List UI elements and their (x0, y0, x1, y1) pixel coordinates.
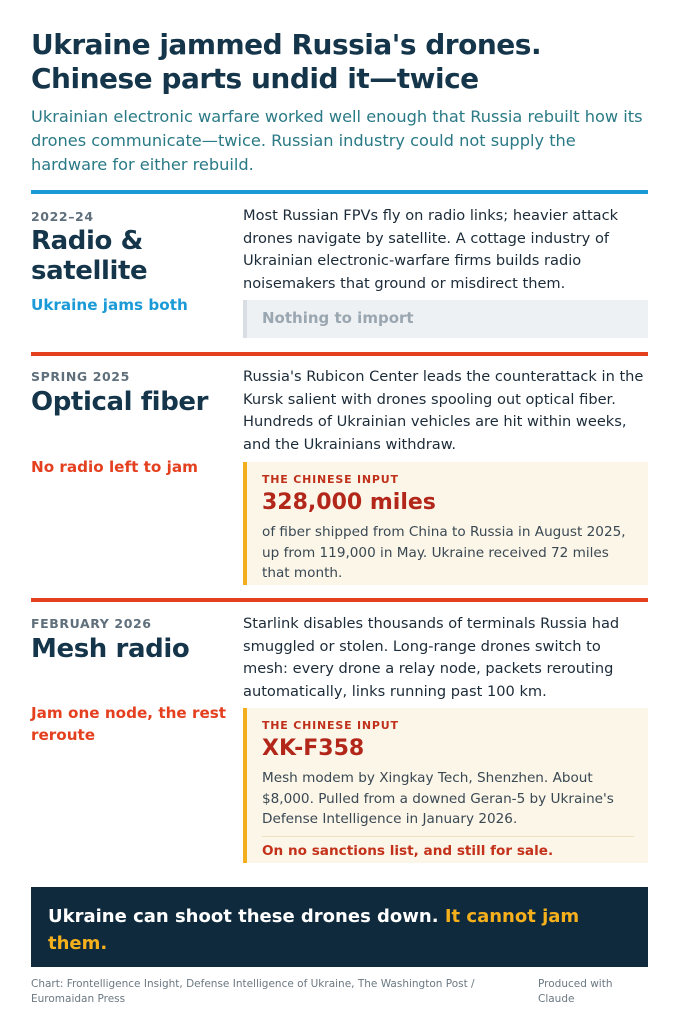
callout-figure: 328,000 miles (262, 490, 436, 515)
no-import-note: Nothing to import (243, 300, 648, 338)
section-radio-satellite (31, 190, 648, 340)
section-period: 2022–24 (31, 209, 94, 224)
section-tagline: Jam one node, the rest reroute (31, 704, 227, 744)
section-description: Most Russian FPVs fly on radio links; heavier attack drones navigate by satellite. A cottage industry of Ukrainian electronic-warfare firms builds radio noisemakers that ground or misdirect them. (243, 207, 619, 292)
source-note: Chart: Frontelligence Insight, Defense Intelligence of Ukraine, The Washington Post / Euromaidan Press (31, 978, 475, 1005)
section-divider (31, 352, 648, 356)
banner-text: Ukraine can shoot these drones down. (48, 906, 439, 927)
chinese-input-callout (243, 462, 648, 585)
section-heading: Radio & satellite (31, 226, 148, 286)
conclusion-banner (31, 887, 648, 967)
section-description: Starlink disables thousands of terminals Russia had smuggled or stolen. Long-range drones switch to mesh: every drone a relay node, packets rerouting automatically, links running past 100 km. (243, 615, 620, 700)
callout-kicker: THE CHINESE INPUT (262, 719, 399, 732)
section-heading: Optical fiber (31, 387, 209, 417)
section-optical-fiber (31, 352, 648, 592)
section-divider (31, 598, 648, 602)
section-period: FEBRUARY 2026 (31, 616, 152, 631)
callout-text: of fiber shipped from China to Russia in August 2025, up from 119,000 in May. Ukraine received 72 miles that month. (262, 524, 626, 581)
page-subtitle: Ukrainian electronic warfare worked well enough that Russia rebuilt how its drones communicate—twice. Russian industry could not supply the hardware for either rebuild. (31, 107, 643, 174)
section-mesh-radio (31, 598, 648, 868)
section-tagline: Ukraine jams both (31, 296, 188, 314)
page-title: Ukraine jammed Russia's drones. Chinese parts undid it—twice (31, 28, 542, 95)
banner-highlight: It cannot jam them. (48, 906, 580, 954)
callout-divider (262, 836, 634, 837)
section-heading: Mesh radio (31, 634, 190, 664)
section-description: Russia's Rubicon Center leads the counterattack in the Kursk salient with drones spooling out optical fiber. Hundreds of Ukrainian vehicles are hit within weeks, and the Ukrainians withdraw. (243, 368, 644, 453)
section-tagline: No radio left to jam (31, 458, 198, 476)
callout-kicker: THE CHINESE INPUT (262, 473, 399, 486)
sanctions-warning: On no sanctions list, and still for sale. (262, 842, 554, 859)
section-period: SPRING 2025 (31, 369, 130, 384)
callout-text: Mesh modem by Xingkay Tech, Shenzhen. About $8,000. Pulled from a downed Geran-5 by Ukraine's Defense Intelligence in January 2026. (262, 770, 614, 827)
credit-note: Produced with Claude (538, 978, 613, 1005)
section-divider (31, 190, 648, 194)
callout-figure: XK-F358 (262, 736, 365, 761)
chinese-input-callout (243, 708, 648, 863)
